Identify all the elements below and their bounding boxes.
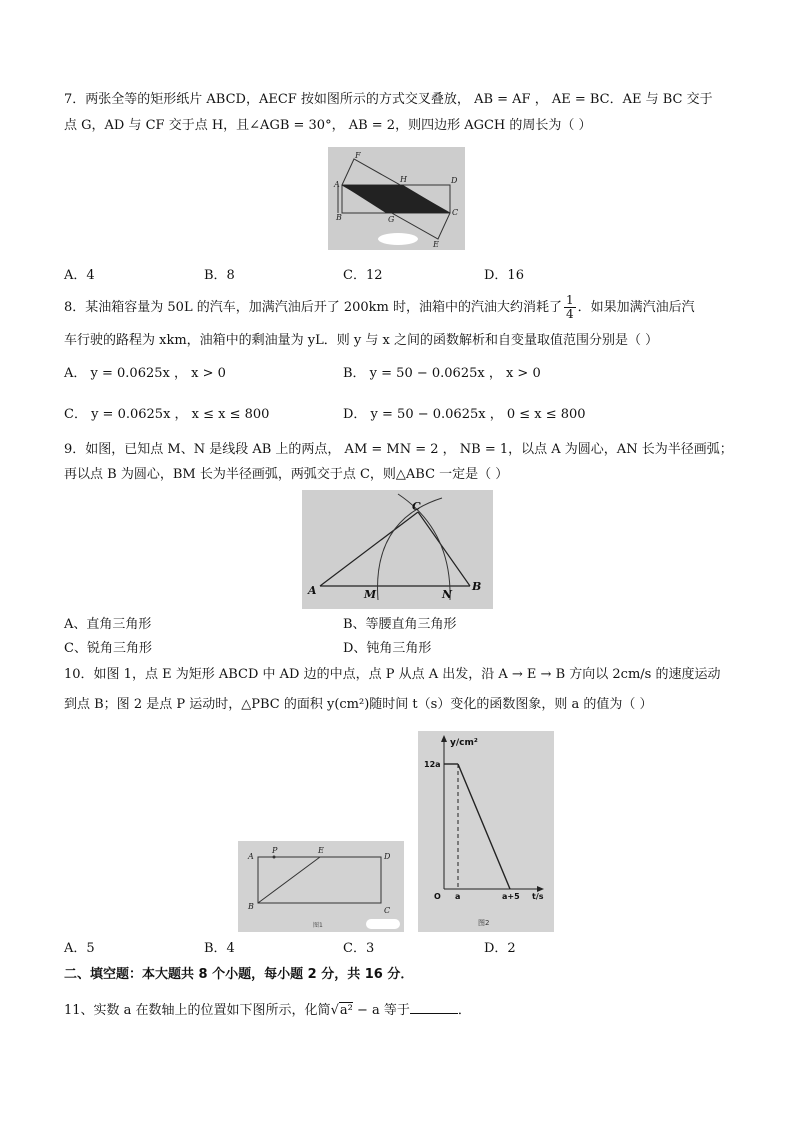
q8-fraction-den: 4: [566, 307, 574, 321]
q10-fig1-label-a: A: [248, 852, 254, 861]
q9-option-b: B、等腰直角三角形: [343, 617, 457, 632]
q10-fig1-label-b: B: [248, 902, 254, 911]
q11-text-post: ．: [457, 1003, 471, 1018]
q9-label-c: C: [412, 500, 421, 513]
q10-line2-unit: (cm²): [334, 697, 370, 712]
q9-line2: 再以点 B 为圆心，BM 长为半径画弧，两弧交于点 C，则△ABC 一定是（ ）: [64, 467, 509, 482]
q8-fraction: [564, 294, 576, 321]
q9-option-d: D、钝角三角形: [343, 641, 432, 656]
q10-fig1-label-e: E: [318, 846, 324, 855]
q10-line2-pre: 到点 B；图 2 是点 P 运动时，△PBC 的面积 y: [64, 697, 335, 712]
q8-fraction-num: 1: [566, 293, 574, 307]
q8-option-c: C． y = 0.0625x ， x ≤ x ≤ 800: [64, 407, 270, 422]
q9-option-c: C、锐角三角形: [64, 641, 152, 656]
q9-line1: 9．如图，已知点 M、N 是线段 AB 上的两点， AM = MN = 2 ， NB = 1，以点 A 为圆心，AN 长为半径画弧；: [64, 442, 733, 457]
q9-label-m: M: [364, 588, 377, 601]
q10-figure2: [418, 731, 554, 932]
q8-line2: 车行驶的路程为 xkm，油箱中的剩油量为 yL．则 y 与 x 之间的函数解析和自变量取值范围分别是（ ）: [64, 333, 659, 348]
q10-option-a: A．5: [64, 941, 95, 956]
q7-label-c: C: [452, 208, 459, 217]
q11-answer-blank: [410, 1001, 458, 1014]
q10-line1: 10．如图 1，点 E 为矩形 ABCD 中 AD 边的中点，点 P 从点 A 出发，沿 A → E → B 方向以 2cm/s 的速度运动: [64, 667, 721, 682]
q7-option-b: B．8: [204, 268, 235, 283]
q10-fig2-ylabel: y/cm²: [450, 738, 478, 748]
q7-label-f: F: [355, 151, 361, 160]
q7-label-a: A: [334, 180, 340, 189]
q8-line1: [64, 293, 695, 323]
q9-label-a: A: [308, 584, 317, 597]
q11-sqrt: √a²: [330, 1003, 353, 1018]
q8-option-d: D． y = 50 − 0.0625x ， 0 ≤ x ≤ 800: [343, 407, 586, 422]
q11-text-pre: 11、实数 a 在数轴上的位置如下图所示，化简: [64, 1003, 331, 1018]
q7-option-d: D．16: [484, 268, 524, 283]
q10-fig2-caption: 图2: [478, 919, 490, 927]
q10-fig2-label-a: a: [455, 892, 461, 901]
q10-fig2-label-12a: 12a: [424, 760, 441, 769]
q9-label-b: B: [472, 580, 482, 593]
q11-text-mid: − a 等于: [352, 1003, 410, 1018]
q10-line2: [64, 696, 652, 714]
q10-line2-post: 随时间 t（s）变化的函数图象，则 a 的值为（ ）: [369, 697, 653, 712]
q10-fig1-label-p: P: [272, 846, 278, 855]
q7-option-a: A．4: [64, 268, 95, 283]
q9-label-n: N: [442, 588, 453, 601]
q7-figure: [328, 147, 465, 250]
q7-label-b: B: [336, 213, 342, 222]
q10-fig1-label-d: D: [384, 852, 391, 861]
q7-label-e: E: [433, 240, 439, 249]
q10-fig2-label-a5: a+5: [502, 892, 520, 901]
q7-label-g: G: [388, 215, 395, 224]
q10-fig2-xlabel: t/s: [532, 892, 544, 901]
q7-label-h: H: [400, 175, 407, 184]
q10-fig2-origin: O: [434, 892, 441, 901]
q11-sqrt-expr: a²: [339, 1003, 353, 1018]
q11-line: [64, 1001, 471, 1020]
q7-label-d: D: [451, 176, 458, 185]
q8-line1-post: ．如果加满汽油后汽: [577, 300, 695, 315]
q10-option-c: C．3: [343, 941, 375, 956]
q10-fig1-caption: 图1: [313, 922, 323, 929]
q8-option-b: B． y = 50 − 0.0625x ， x > 0: [343, 366, 541, 381]
q10-fig1-label-c: C: [384, 906, 391, 915]
q8-line1-pre: 8．某油箱容量为 50L 的汽车，加满汽油后开了 200km 时，油箱中的汽油大约消耗了: [64, 300, 562, 315]
q10-option-b: B．4: [204, 941, 235, 956]
section2-heading: 二、填空题：本大题共 8 个小题，每小题 2 分，共 16 分．: [64, 967, 414, 982]
q9-option-a: A、直角三角形: [64, 617, 152, 632]
q9-figure: [302, 490, 493, 609]
q10-option-d: D．2: [484, 941, 516, 956]
q7-line2: 点 G，AD 与 CF 交于点 H，且∠AGB = 30°， AB = 2，则四边形 AGCH 的周长为（ ）: [64, 118, 592, 133]
q7-option-c: C．12: [343, 268, 383, 283]
q7-line1: 7．两张全等的矩形纸片 ABCD，AECF 按如图所示的方式交叉叠放， AB = AF ， AE = BC．AE 与 BC 交于: [64, 92, 713, 107]
q10-figure1: [238, 841, 404, 932]
q8-option-a: A． y = 0.0625x ， x > 0: [64, 366, 226, 381]
